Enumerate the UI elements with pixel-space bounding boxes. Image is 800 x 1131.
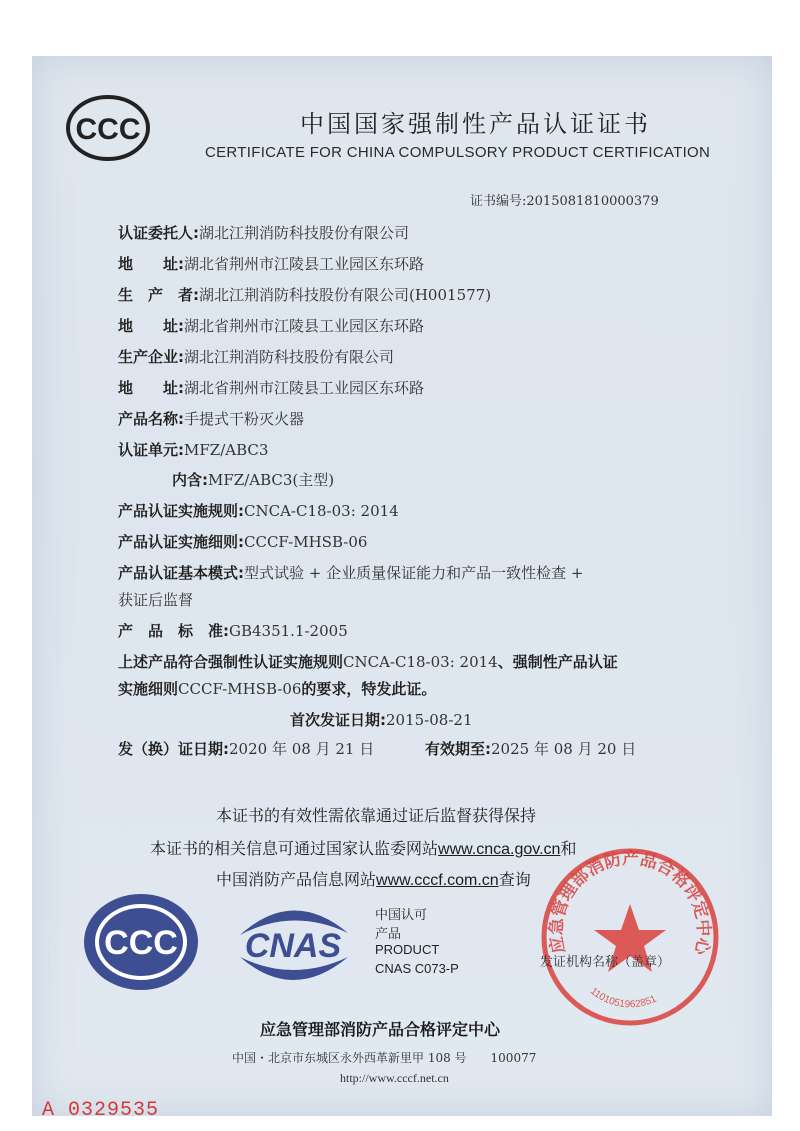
client-label: 认证委托人: [118, 224, 199, 242]
ccc-logo-bottom [82, 892, 200, 992]
certificate-number [470, 190, 659, 209]
rule-label: 产品认证实施规则: [118, 502, 244, 520]
issue-date-label: 发（换）证日期: [118, 740, 229, 758]
footer-url[interactable]: http://www.cccf.net.cn [340, 1071, 449, 1085]
notice-2a: 本证书的相关信息可通过国家认监委网站 [150, 839, 439, 858]
cnca-link[interactable]: www.cnca.gov.cn [438, 841, 561, 858]
valid-date-value: 2025 年 08 月 20 日 [491, 740, 637, 758]
maker-value: 湖北江荆消防科技股份有限公司(H001577) [199, 286, 492, 304]
row-addr1 [118, 253, 424, 274]
ccc-logo-top [64, 93, 152, 163]
row-standard [118, 620, 348, 641]
rule-value: CNCA-C18-03: 2014 [244, 502, 399, 520]
statement-2a: 实施细则 [118, 680, 179, 698]
seal-text: 应急管理部消防产品合格评定中心 [546, 848, 714, 957]
row-product [118, 408, 304, 429]
notice-3b: 查询 [498, 870, 531, 889]
cccf-link[interactable]: www.cccf.com.cn [376, 872, 499, 889]
mode-cont-value: 获证后监督 [118, 591, 194, 609]
statement-line1 [118, 651, 618, 672]
cert-no-label: 证书编号: [470, 194, 527, 209]
notice-line1: 本证书的有效性需依靠通过证后监督获得保持 [216, 806, 537, 825]
row-addr3 [118, 377, 424, 398]
first-date-label: 首次发证日期: [290, 711, 386, 729]
content-value: MFZ/ABC3(主型) [208, 471, 335, 489]
factory-label: 生产企业: [118, 348, 184, 366]
cnas-l2: 产品 [375, 926, 402, 941]
content-label: 内含: [172, 471, 208, 489]
cnas-l3: PRODUCT [375, 942, 440, 957]
issuer-signature-label: 发证机构名称（盖章） [540, 955, 671, 970]
addr1-value: 湖北省荆州市江陵县工业园区东环路 [184, 255, 425, 273]
row-maker [118, 284, 491, 305]
addr2-value: 湖北省荆州市江陵县工业园区东环路 [184, 317, 425, 335]
row-client [118, 222, 409, 243]
addr3-value: 湖北省荆州市江陵县工业园区东环路 [184, 379, 425, 397]
valid-date [425, 738, 636, 759]
notice-line3 [216, 867, 531, 890]
row-detail [118, 531, 367, 552]
product-label: 产品名称: [118, 410, 184, 428]
row-mode-cont [118, 589, 193, 610]
standard-value: GB4351.1-2005 [229, 622, 348, 640]
mode-value: 型式试验 + 企业质量保证能力和产品一致性检查 + [244, 564, 584, 582]
addr3-label: 地 址: [118, 379, 184, 397]
cert-no-value: 2015081810000379 [526, 194, 659, 209]
ccc-bottom-text: CCC [104, 924, 178, 962]
row-rule [118, 500, 399, 521]
unit-label: 认证单元: [118, 441, 184, 459]
addr2-label: 地 址: [118, 317, 184, 335]
statement-2b: CCCF-MHSB-06 [178, 680, 302, 698]
serial-number: A 0329535 [42, 1099, 160, 1122]
statement-line2 [118, 678, 436, 699]
footer-organization: 应急管理部消防产品合格评定中心 [260, 1020, 501, 1039]
first-date-value: 2015-08-21 [386, 711, 473, 729]
unit-value: MFZ/ABC3 [184, 441, 269, 459]
first-issue-date [290, 709, 472, 730]
notice-line2 [150, 836, 576, 859]
cnas-l4: CNAS C073-P [375, 961, 459, 976]
ccc-logo-text: CCC [75, 113, 141, 146]
mode-label: 产品认证基本模式: [118, 564, 244, 582]
valid-date-label: 有效期至: [425, 740, 491, 758]
title-cn: 中国国家强制性产品认证证书 [300, 110, 651, 138]
statement-1b: CNCA-C18-03: 2014 [343, 653, 498, 671]
detail-value: CCCF-MHSB-06 [244, 533, 368, 551]
official-seal [535, 842, 725, 1032]
standard-label: 产 品 标 准: [118, 622, 229, 640]
row-unit [118, 439, 268, 460]
statement-1c: 、强制性产品认证 [497, 653, 618, 671]
footer-address: 中国・北京市东城区永外西革新里甲 108 号 100077 [232, 1051, 537, 1065]
detail-label: 产品认证实施细则: [118, 533, 244, 551]
row-addr2 [118, 315, 424, 336]
product-value: 手提式干粉灭火器 [184, 410, 305, 428]
seal-code: 1101051962851 [588, 985, 659, 1011]
row-factory [118, 346, 394, 367]
cnas-logo-text: CNAS [244, 927, 342, 965]
title-en: CERTIFICATE FOR CHINA COMPULSORY PRODUCT CERTIFICATION [205, 144, 711, 161]
cnas-logo [218, 895, 368, 990]
statement-1a: 上述产品符合强制性认证实施规则 [118, 653, 344, 671]
client-value: 湖北江荆消防科技股份有限公司 [199, 224, 410, 242]
maker-label: 生 产 者: [118, 286, 199, 304]
notice-2b: 和 [560, 839, 577, 858]
statement-2c: 的要求，特发此证。 [301, 680, 437, 698]
issue-date [118, 738, 374, 759]
issue-date-value: 2020 年 08 月 21 日 [229, 740, 375, 758]
row-mode [118, 562, 583, 583]
cnas-l1: 中国认可 [375, 907, 428, 922]
row-content [172, 469, 334, 490]
factory-value: 湖北江荆消防科技股份有限公司 [184, 348, 395, 366]
notice-3a: 中国消防产品信息网站 [216, 870, 377, 889]
addr1-label: 地 址: [118, 255, 184, 273]
